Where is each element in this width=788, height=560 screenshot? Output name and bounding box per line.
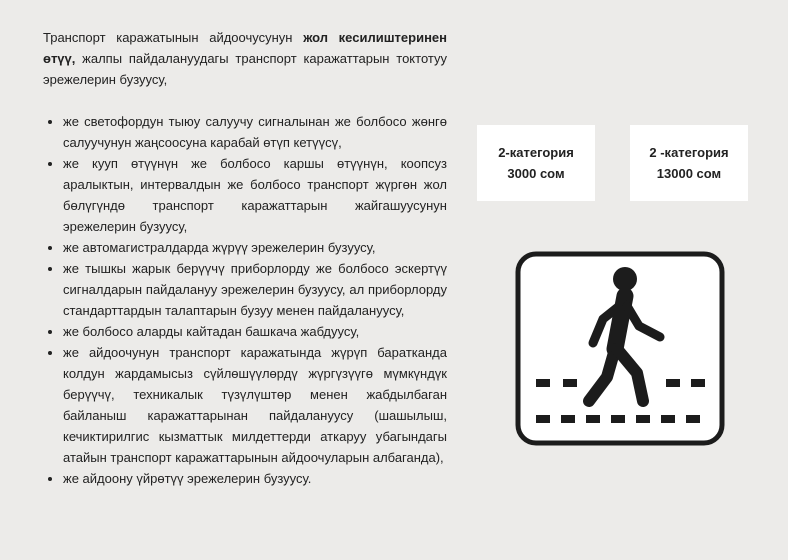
intro-text-start: Транспорт каражатынын айдоочусунун (43, 30, 304, 45)
intro-highlight: жол кесилиштеринен өтүү, (43, 30, 447, 66)
fine-card-2 (630, 125, 748, 201)
violation-list (43, 111, 447, 489)
list-item: • же тышкы жарык берүүчү приборлорду же болбосо эскертүү сигналдарын пайдалануу эрежелерин бузуусу, ал приборлорду стандарттардын талаптарын бузуу менен пайдалануусу, (63, 258, 447, 321)
list-item: • же болбосо аларды кайтадан башкача жабдуусу, (63, 321, 447, 342)
list-item: • же айдоочунун транспорт каражатында жүрүп баратканда колдун жардамысыз сүйлөшүүлөрдү жүргүзүүгө мүмкүндүк берүүчү, техникалык түзүлүштөр менен жабдылбаган байланыш каражаттарынан пайдалануусу (шашылыш, кечиктирилгис кызматтык милдеттерди аткаруу убагындагы атайын транспорт каражаттарынын айдоочуларын албаганда), (63, 342, 447, 468)
intro-paragraph (43, 27, 447, 90)
fine-card-1 (477, 125, 595, 201)
violation-description (43, 27, 447, 489)
fine-amount: 3000 сом (507, 166, 565, 181)
list-item: • же кууп өтүүнүн же болбосо каршы өтүүнүн, коопсуз аралыктын, интервалдын же болбосо транспорт жүргөн жол бөлүгүндө транспорт каражаттарын жайгашуусунун эрежелерин бузуусу, (63, 153, 447, 237)
pedestrian-crossing-sign-icon (515, 251, 725, 446)
list-item: • же светофордун тыюу салуучу сигналынан же болбосо жөнгө салуучунун жаңсоосуна карабай өтүп кетүүсү, (63, 111, 447, 153)
list-item: • же айдоону үйрөтүү эрежелерин бузуусу. (63, 468, 447, 489)
intro-text-end: жалпы пайдалануудагы транспорт каражаттарын токтотуу эрежелерин бузуусу, (43, 51, 447, 87)
fine-category: 2-категория (498, 145, 574, 160)
list-item: • же автомагистралдарда жүрүү эрежелерин бузуусу, (63, 237, 447, 258)
fine-amount: 13000 сом (656, 166, 722, 181)
fine-category: 2 -категория (649, 145, 729, 160)
